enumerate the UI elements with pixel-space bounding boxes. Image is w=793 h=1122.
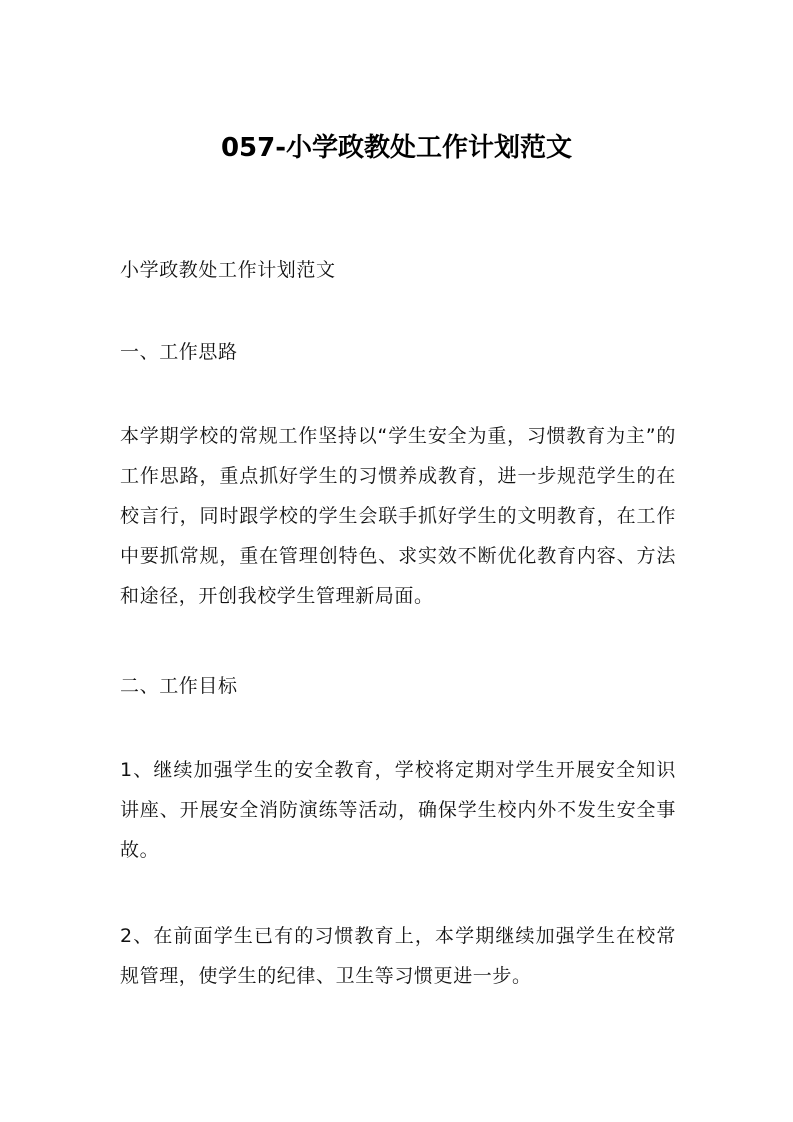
document-title: 057-小学政教处工作计划范文 — [220, 133, 573, 163]
paragraph-ideas: 本学期学校的常规工作坚持以“学生安全为重，习惯教育为主”的工作思路，重点抓好学生的习惯养成教育，进一步规范学生的在校言行，同时跟学校的学生会联手抓好学生的文明教育，在工作中要抓常规，重在管理创特色、求实效不断优化教育内容、方法和途径，开创我校学生管理新局面。 — [120, 425, 676, 607]
section-heading-ideas: 一、工作思路 — [120, 341, 238, 363]
paragraph-goal-1: 1、继续加强学生的安全教育，学校将定期对学生开展安全知识讲座、开展安全消防演练等活动，确保学生校内外不发生安全事故。 — [120, 759, 676, 861]
section-heading-goals: 二、工作目标 — [120, 675, 238, 697]
document-subtitle: 小学政教处工作计划范文 — [120, 259, 336, 281]
paragraph-goal-2: 2、在前面学生已有的习惯教育上，本学期继续加强学生在校常规管理，使学生的纪律、卫生等习惯更进一步。 — [120, 925, 676, 987]
